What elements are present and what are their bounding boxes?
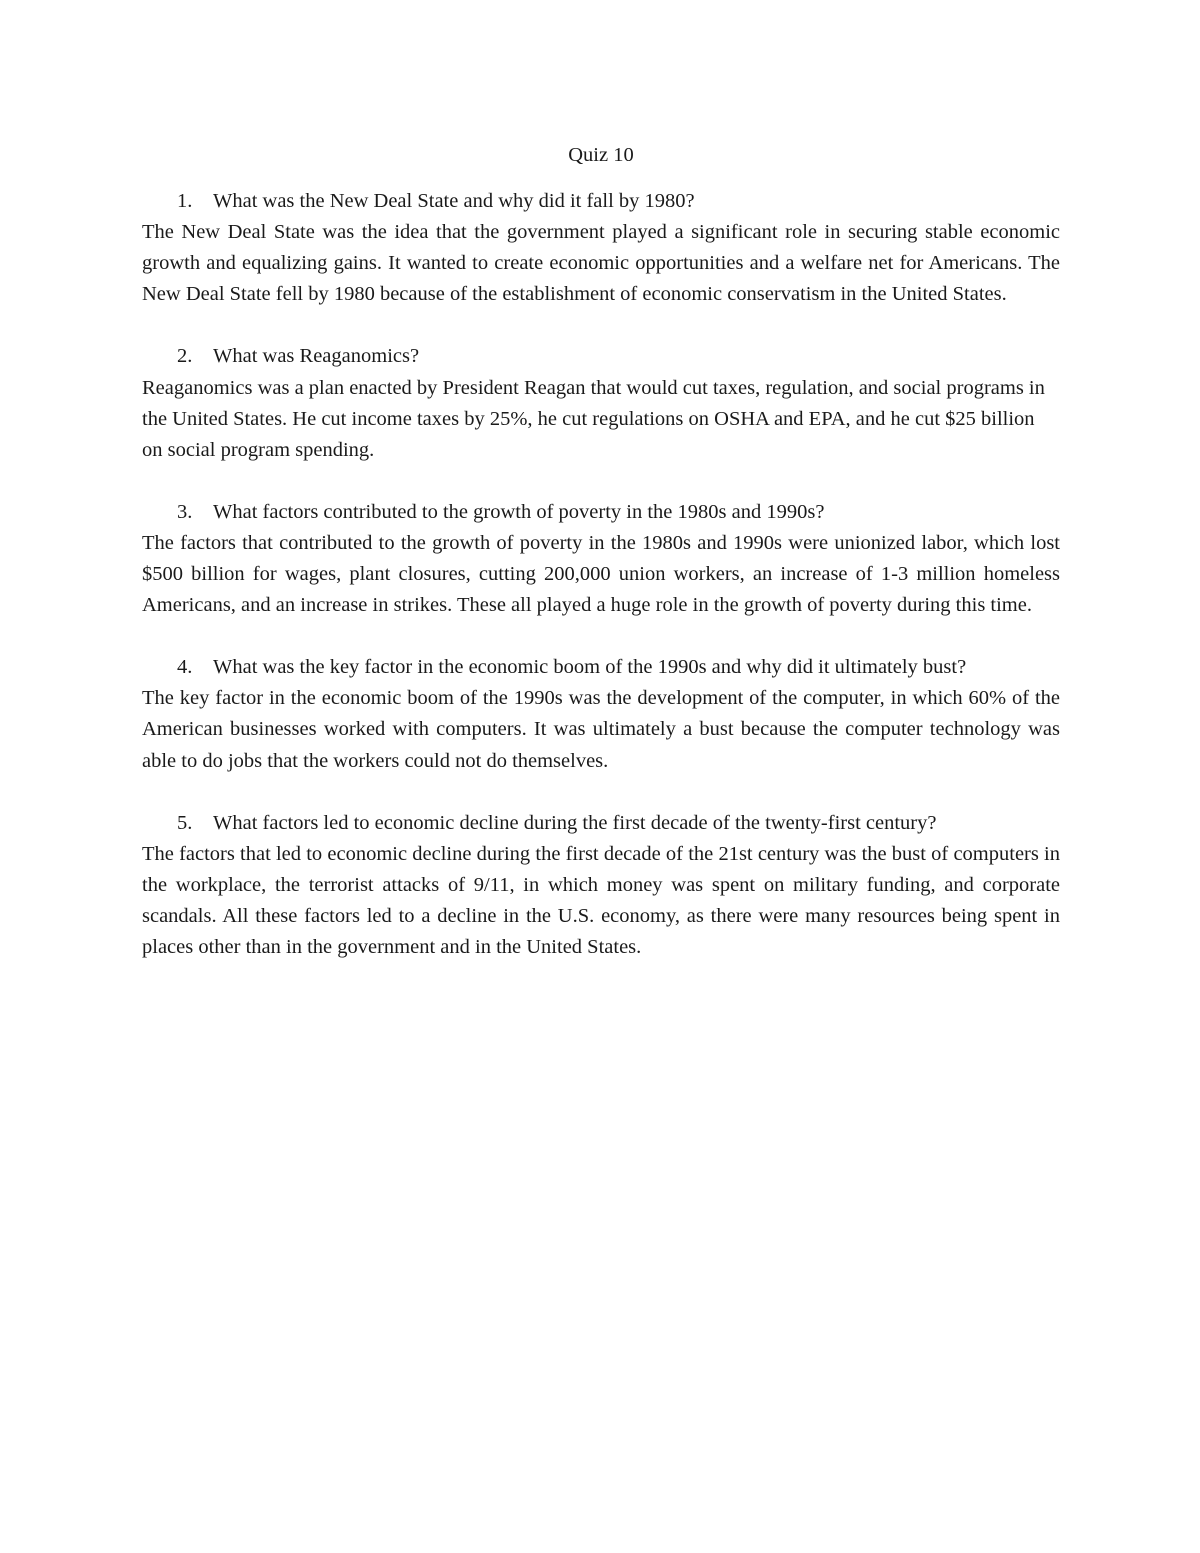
question-label: What factors led to economic decline during the first decade of the twenty-first century?: [213, 811, 937, 834]
question-item-1: [142, 186, 1060, 310]
question-label: What was the New Deal State and why did it fall by 1980?: [213, 190, 695, 213]
answer-text: The New Deal State was the idea that the government played a significant role in securing stable economic growth and equalizing gains. It wanted to create economic opportunities and a welfare net for Americans. The New Deal State fell by 1980 because of the establishment of economic conservatism in the United States.: [142, 221, 1060, 306]
question-number: 1.: [177, 190, 193, 213]
question-number: 3.: [177, 500, 193, 523]
page-title: Quiz 10: [568, 144, 634, 166]
answer-text: The factors that led to economic decline during the first decade of the 21st century was the bust of computers in the workplace, the terrorist attacks of 9/11, in which money was spent on military funding, and corporate scandals. All these factors led to a decline in the U.S. economy, as there were many resources being spent in places other than in the government and in the United States.: [142, 842, 1060, 958]
question-label: What was Reaganomics?: [213, 345, 420, 368]
answer-text: Reaganomics was a plan enacted by President Reagan that would cut taxes, regulation, and social programs in the United States. He cut income taxes by 25%, he cut regulations on OSHA and EPA, and he cut $25 billion on social program spending.: [142, 376, 1045, 461]
question-text: [142, 497, 1060, 528]
document-content: [142, 140, 1060, 994]
question-number: 5.: [177, 811, 193, 834]
question-label: What factors contributed to the growth of poverty in the 1980s and 1990s?: [213, 500, 825, 523]
question-number: 4.: [177, 656, 193, 679]
question-number: 2.: [177, 345, 193, 368]
question-text: [142, 808, 1060, 839]
question-text: [142, 341, 1060, 372]
question-text: [142, 186, 1060, 217]
question-label: What was the key factor in the economic boom of the 1990s and why did it ultimately bust?: [213, 656, 967, 679]
question-text: [142, 652, 1060, 683]
answer-text: The key factor in the economic boom of the 1990s was the development of the computer, in which 60% of the American businesses worked with computers. It was ultimately a bust because the computer technology was able to do jobs that the workers could not do themselves.: [142, 687, 1060, 772]
question-item-4: [142, 652, 1060, 776]
question-item-3: [142, 497, 1060, 621]
question-item-2: [142, 341, 1060, 465]
question-item-5: [142, 808, 1060, 963]
answer-text: The factors that contributed to the growth of poverty in the 1980s and 1990s were unionized labor, which lost $500 billion for wages, plant closures, cutting 200,000 union workers, an increase of 1-3 million homeless Americans, and an increase in strikes. These all played a huge role in the growth of poverty during this time.: [142, 531, 1060, 617]
